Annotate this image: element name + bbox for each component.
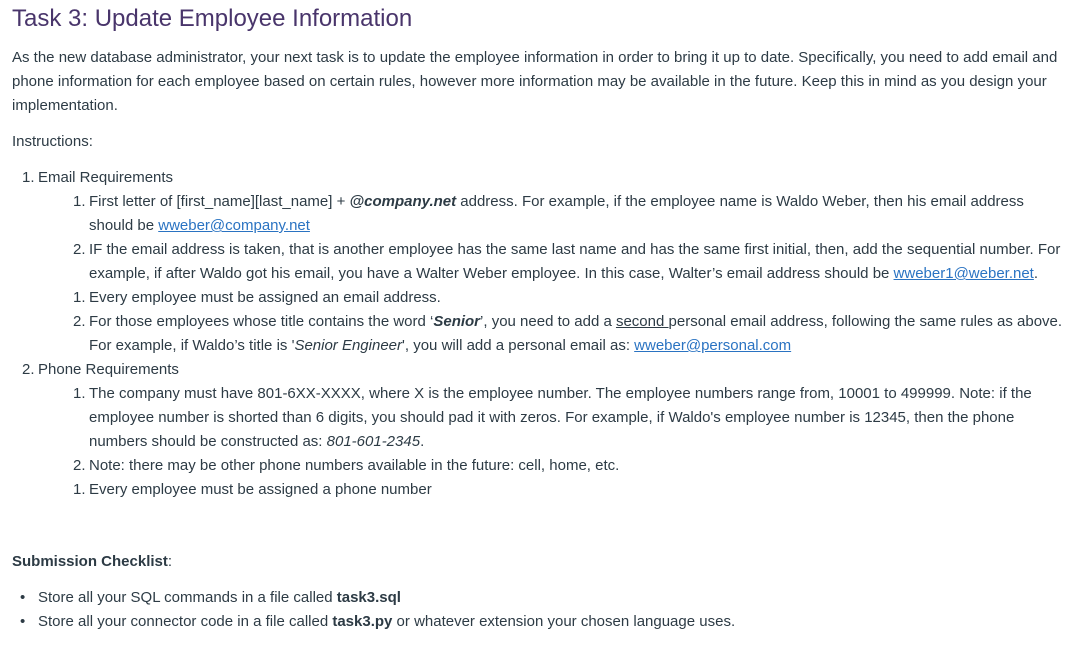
- checklist-text: Store all your connector code in a file called: [38, 613, 333, 630]
- list-item-phone-requirements: [22, 358, 1067, 502]
- rule-text: The company must have 801-6XX-XXXX, where X is the employee number. The employee numbers range from, 10001 to 499999. Note: if the employee number is shorted than 6 digits, you should pad it with zeros. For example, if Waldo's employee number is 12345, then the phone numbers should be constructed as:: [89, 385, 1032, 450]
- rule-text: Note: there may be other phone numbers available in the future: cell, home, etc.: [89, 457, 620, 474]
- rule-text: .: [420, 433, 425, 450]
- email-link-personal[interactable]: wweber@personal.com: [634, 337, 792, 354]
- bullet-icon: •: [20, 613, 26, 630]
- list-item: [20, 586, 1067, 610]
- domain-text: @company.net: [349, 193, 457, 210]
- instructions-label: Instructions:: [12, 133, 93, 150]
- checklist-label: Submission Checklist: [12, 553, 168, 570]
- email-rules-list: [38, 190, 1067, 286]
- rule-text: personal email address, following the same rules as above. For example, if Waldo’s title is ': [89, 313, 1063, 354]
- underlined-text: second: [615, 313, 669, 330]
- rule-text: First letter of [first_name][last_name] +: [89, 193, 350, 210]
- email-link-company[interactable]: wweber@company.net: [158, 217, 310, 234]
- list-item: [73, 286, 1067, 310]
- list-number: 1.: [73, 385, 86, 402]
- list-item: [73, 454, 1067, 478]
- list-number: 1.: [73, 193, 86, 210]
- rule-text: ’, you need to add a: [480, 313, 616, 330]
- rule-text: Every employee must be assigned an email address.: [89, 289, 441, 306]
- list-item: [73, 238, 1067, 286]
- bullet-icon: •: [20, 589, 26, 606]
- phone-rules-list-continued: [38, 478, 1067, 502]
- emphasis-text: Senior Engineer: [294, 337, 403, 354]
- list-item: [73, 382, 1067, 454]
- rule-text: IF the email address is taken, that is another employee has the same last name and has the same first initial, then, add the sequential number. For example, if after Waldo got his email, you have a Walter Weber employee. In this case, Walter’s email address should be: [89, 241, 1061, 282]
- list-number: 2.: [73, 241, 86, 258]
- page-title: Task 3: Update Employee Information: [12, 5, 413, 32]
- list-number: 2.: [73, 313, 86, 330]
- email-requirements-heading: Email Requirements: [38, 169, 174, 186]
- list-number: 2.: [22, 361, 35, 378]
- email-rules-list-continued: [38, 286, 1067, 358]
- rule-text: address. For example, if the employee name is Waldo Weber, then his email address should be: [89, 193, 1024, 234]
- requirements-list: [12, 166, 1067, 502]
- intro-paragraph: As the new database administrator, your next task is to update the employee information in order to bring it up to date. Specifically, you need to add email and phone information for each employee based on certain rules, however more information may be available in the future. Keep this in mind as you design your implementation.: [12, 49, 1058, 114]
- filename-text: task3.sql: [336, 589, 401, 606]
- list-item: [20, 610, 1067, 634]
- rule-text: .: [1033, 265, 1039, 282]
- rule-text: For those employees whose title contains the word ‘: [89, 313, 434, 330]
- phone-rules-list: [38, 382, 1067, 478]
- list-item: [73, 478, 1067, 502]
- checklist-colon: :: [167, 553, 173, 570]
- list-item: [73, 190, 1067, 238]
- checklist-text: Store all your SQL commands in a file called: [38, 589, 337, 606]
- emphasis-text: Senior: [433, 313, 481, 330]
- checklist-text: or whatever extension your chosen language uses.: [392, 613, 736, 630]
- phone-requirements-heading: Phone Requirements: [38, 361, 179, 378]
- checklist-list: [12, 586, 1067, 634]
- list-number: 1.: [73, 481, 86, 498]
- rule-text: Every employee must be assigned a phone number: [89, 481, 432, 498]
- list-item: [73, 310, 1067, 358]
- submission-checklist-heading: [12, 550, 1067, 574]
- spacer: [12, 502, 1067, 550]
- list-item-email-requirements: [22, 166, 1067, 358]
- phone-example: 801-601-2345: [326, 433, 421, 450]
- email-link-weber[interactable]: wweber1@weber.net: [893, 265, 1034, 282]
- rule-text: ', you will add a personal email as:: [402, 337, 635, 354]
- list-number: 1.: [73, 289, 86, 306]
- filename-text: task3.py: [332, 613, 393, 630]
- list-number: 2.: [73, 457, 86, 474]
- list-number: 1.: [22, 169, 35, 186]
